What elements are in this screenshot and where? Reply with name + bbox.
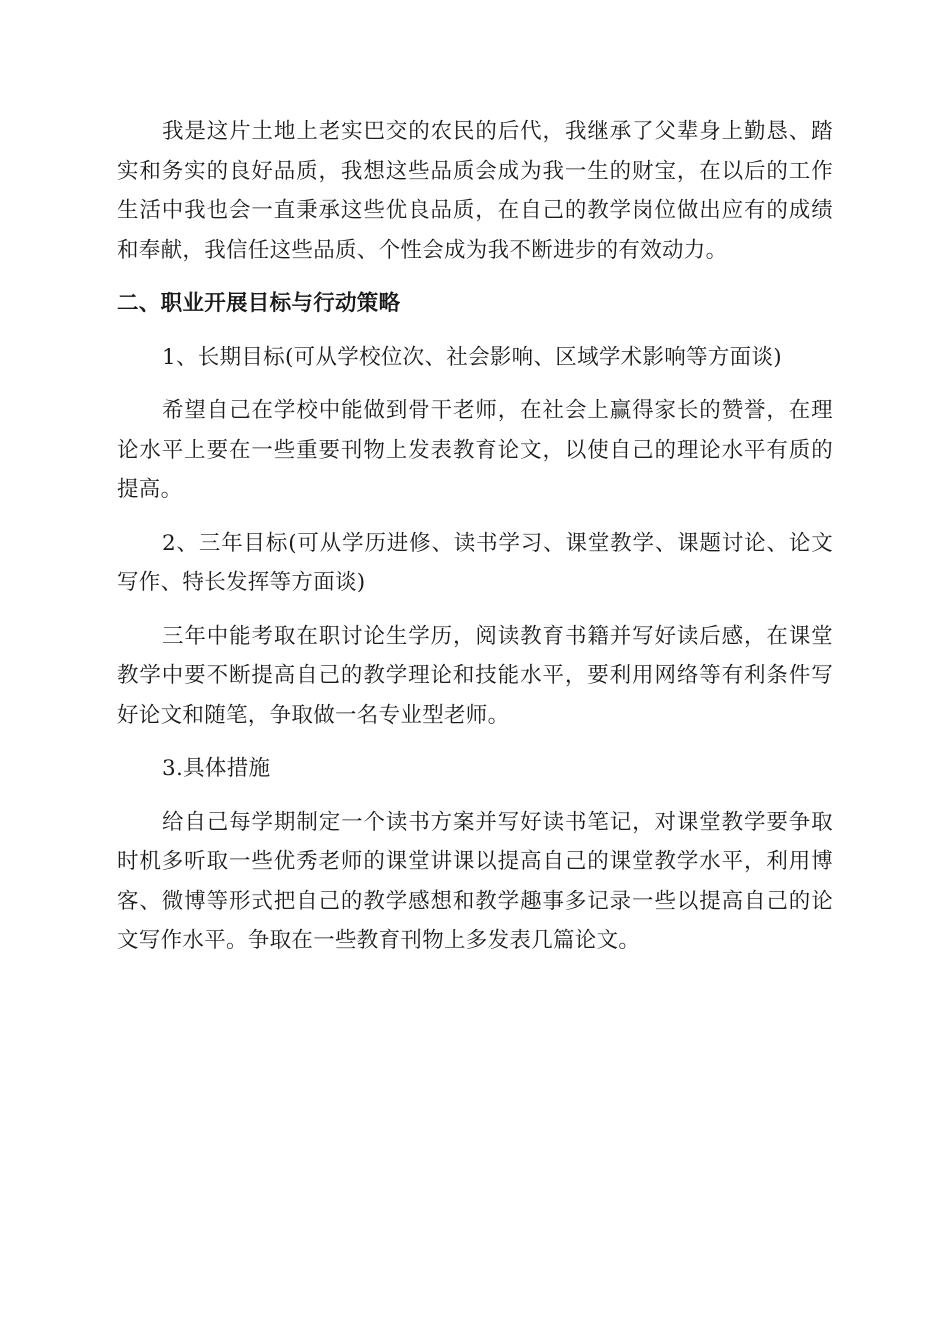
paragraph-specific-measures: 给自己每学期制定一个读书方案并写好读书笔记，对课堂教学要争取时机多听取一些优秀老师的课堂讲课以提高自己的课堂教学水平，利用博客、微博等形式把自己的教学感想和教学趣事多记录一些以提高自己的论文写作水平。争取在一些教育刊物上多发表几篇论文。 [117, 809, 833, 953]
subheading-specific-measures: 3.具体措施 [162, 756, 271, 781]
subheading-long-term-goal: 1、长期目标(可从学校位次、社会影响、区域学术影响等方面谈) [162, 344, 782, 370]
document-content [117, 112, 833, 961]
section-heading-career-goals: 二、职业开展目标与行动策略 [117, 291, 401, 316]
subheading-three-year-goal: 2、三年目标(可从学历进修、读书学习、课堂教学、课题讨论、论文写作、特长发挥等方面谈) [117, 530, 833, 595]
paragraph-three-year-goal: 三年中能考取在职讨论生学历，阅读教育书籍并写好读后感，在课堂教学中要不断提高自己的教学理论和技能水平，要利用网络等有利条件写好论文和随笔，争取做一名专业型老师。 [117, 623, 833, 728]
paragraph-heritage: 我是这片土地上老实巴交的农民的后代，我继承了父辈身上勤恳、踏实和务实的良好品质，我想这些品质会成为我一生的财宝，在以后的工作生活中我也会一直秉承这些优良品质，在自己的教学岗位做出应有的成绩和奉献，我信任这些品质、个性会成为我不断进步的有效动力。 [117, 119, 833, 263]
paragraph-long-term-goal: 希望自己在学校中能做到骨干老师，在社会上赢得家长的赞誉，在理论水平上要在一些重要刊物上发表教育论文，以使自己的理论水平有质的提高。 [117, 398, 833, 502]
